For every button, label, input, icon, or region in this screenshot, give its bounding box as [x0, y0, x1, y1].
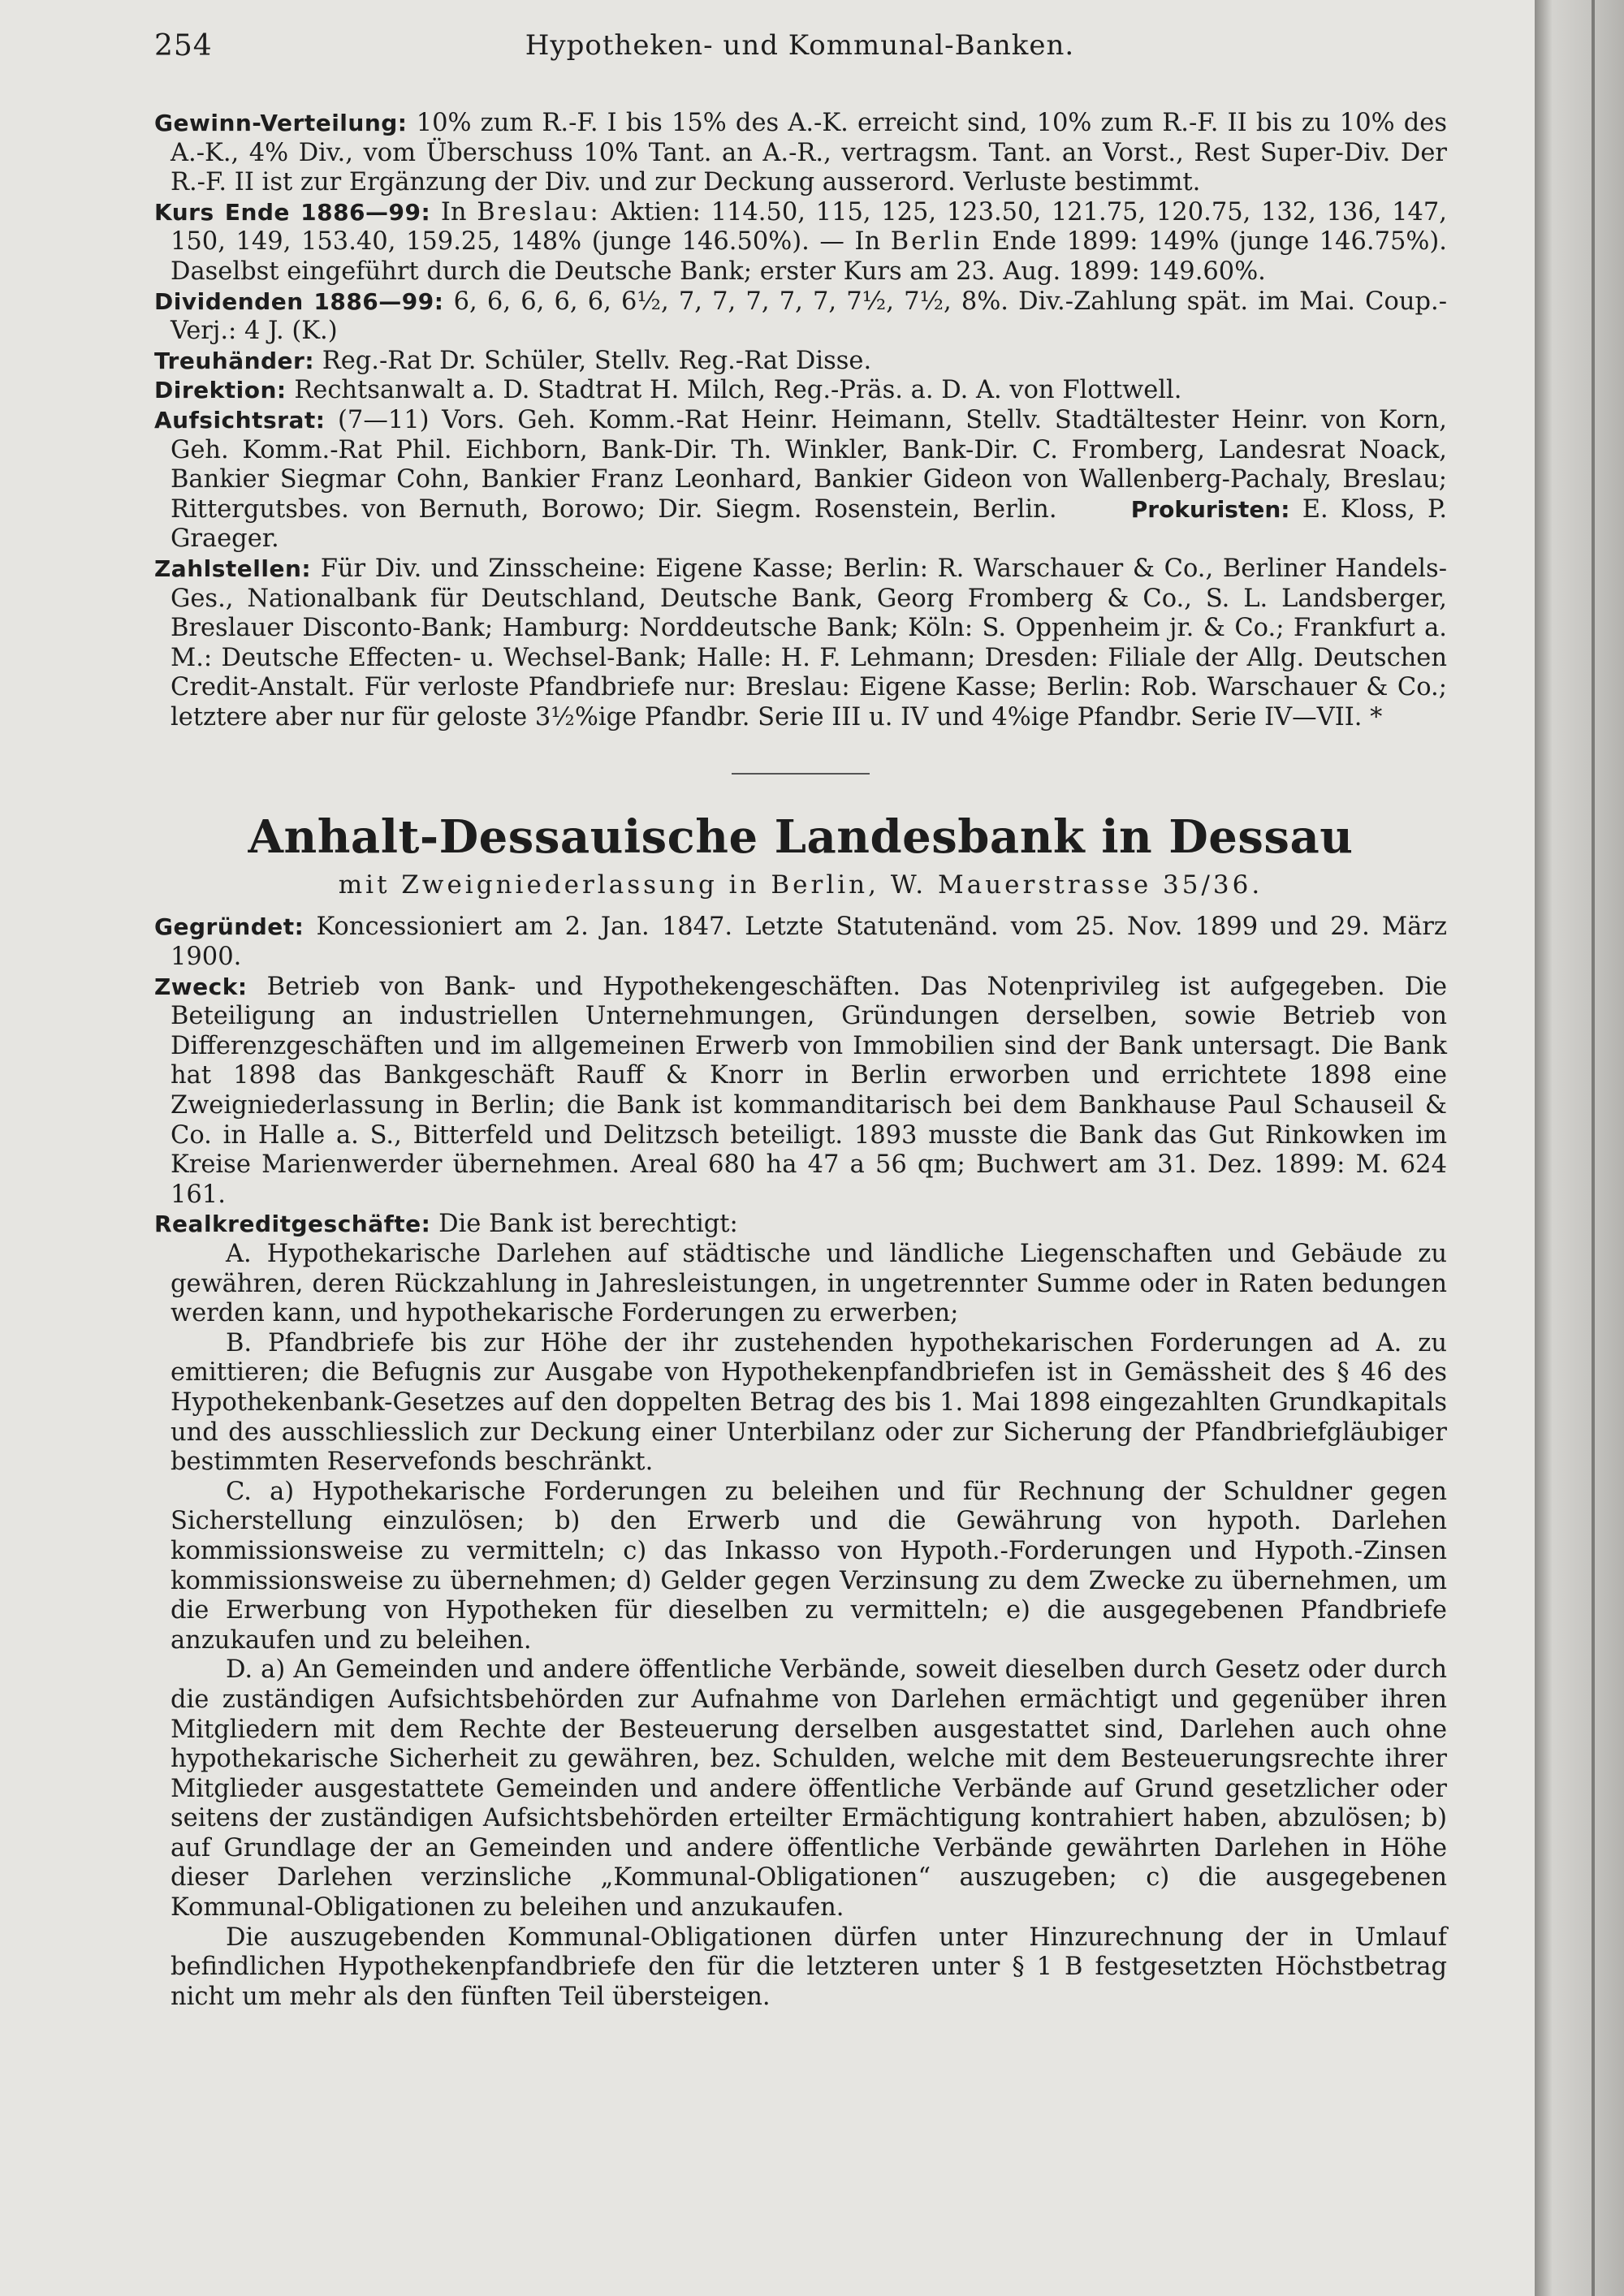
entry-dividenden	[154, 287, 1447, 347]
entry-label: Aufsichtsrat:	[154, 406, 326, 434]
page-number: 254	[154, 29, 213, 63]
entry-label: Realkreditgeschäfte:	[154, 1211, 431, 1238]
bank-subtitle: mit Zweigniederlassung in Berlin, W. Mauerstrasse 35/36.	[338, 870, 1263, 900]
running-title: Hypotheken- und Kommunal-Banken.	[525, 29, 1075, 62]
entry-kurs	[154, 198, 1447, 287]
realkredit-paragraph-a: A. Hypothekarische Darlehen auf städtische und ländliche Liegenschaften und Gebäude zu gewähren, deren Rückzahlung in Jahresleistungen, in ungetrennter Summe oder in Raten bedungen werden kann, und hypothekarische Forderungen zu erwerben;	[171, 1240, 1447, 1328]
entry-text: 10% zum R.-F. I bis 15% des A.-K. erreicht sind, 10% zum R.-F. II bis zu 10% des A.-K., 4% Div., vom Überschuss 10% Tant. an A.-R., vertragsm. Tant. an Vorst., Rest Super-Div. Der R.-F. II ist zur Ergänzung der Div. und zur Deckung ausserord. Verluste bestimmt.	[171, 109, 1447, 197]
entry-gegruendet	[154, 913, 1447, 972]
realkredit-paragraph-d: D. a) An Gemeinden und andere öffentliche Verbände, soweit dieselben durch Gesetz oder durch die zuständigen Aufsichtsbehörden zur Aufnahme von Darlehen ermächtigt und gegenüber ihren Mitgliedern mit dem Rechte der Besteuerung derselben ausgestattet sind, Darlehen auch ohne hypothekarische Sicherheit zu gewähren, bez. Schulden, welche mit dem Besteuerungsrechte ihrer Mitglieder ausgestattete Gemeinden und andere öffentliche Verbände auf Grund gesetzlicher oder seitens der zuständigen Aufsichtsbehörden erteilter Ermächtigung kontrahiert haben, abzulösen; b) auf Grundlage der an Gemeinden und andere öffentliche Verbände gewährten Darlehen in Höhe dieser Darlehen verzinsliche „Kommunal-Obligationen“ auszugeben; c) die ausgegebenen Kommunal-Obligationen zu beleihen und anzukaufen.	[171, 1655, 1447, 1923]
closing-paragraph: Die auszugebenden Kommunal-Obligationen dürfen unter Hinzurechnung der in Umlauf befindlichen Hypothekenpfandbriefe den für die letzteren unter § 1 B festgesetzten Höchstbetrag nicht um mehr als den fünften Teil übersteigen.	[171, 1923, 1447, 2011]
entry-text: Betrieb von Bank- und Hypothekengeschäften. Das Notenprivileg ist aufgegeben. Die Beteiligung an industriellen Unternehmungen, Gründungen derselben, sowie Betrieb von Differenzgeschäften und im allgemeinen Erwerb von Immobilien sind der Bank untersagt. Die Bank hat 1898 das Bankgeschäft Rauff & Knorr in Berlin erworben und errichtete 1898 eine Zweigniederlassung in Berlin; die Bank ist kommanditarisch bei dem Bankhause Paul Schauseil & Co. in Halle a. S., Bitterfeld und Delitzsch beteiligt. 1893 musste die Bank das Gut Rinkowken im Kreise Marienwerder übernehmen. Areal 680 ha 47 a 56 qm; Buchwert am 31. Dez. 1899: M. 624 161.	[171, 972, 1447, 1209]
page-header	[154, 29, 1445, 78]
entry-text: Koncessioniert am 2. Jan. 1847. Letzte Statutenänd. vom 25. Nov. 1899 und 29. März 1900.	[171, 913, 1447, 972]
entry-label: Gewinn-Verteilung:	[154, 110, 408, 136]
entry-label: Direktion:	[154, 377, 287, 404]
entry-text: Rechtsanwalt a. D. Stadtrat H. Milch, Reg.-Präs. a. D. A. von Flottwell.	[294, 376, 1182, 405]
entry-text: Reg.-Rat Dr. Schüler, Stellv. Reg.-Rat Disse.	[322, 346, 872, 375]
entry-aufsichtsrat	[154, 406, 1447, 555]
text-column	[154, 109, 1447, 2012]
entry-text: Aktien: 114.50, 115, 125, 123.50, 121.75, 120.75, 132, 136, 147, 150, 149, 153.40, 159.25, 148% (junge 146.50%). — In	[171, 197, 1447, 257]
entry-label: Zahlstellen:	[154, 555, 312, 582]
entry-zahlstellen	[154, 555, 1447, 733]
realkredit-paragraph-b: B. Pfandbriefe bis zur Höhe der ihr zustehenden hypothekarischen Forderungen ad A. zu emittieren; die Befugnis zur Ausgabe von Hypothekenpfandbriefen ist in Gemässheit des § 46 des Hypothekenbank-Gesetzes auf den doppelten Betrag des bis 1. Mai 1898 eingezahlten Grundkapitals und des ausschliesslich zur Deckung einer Unterbilanz oder zur Sicherung der Pfandbriefgläubiger bestimmten Reservefonds beschränkt.	[171, 1328, 1447, 1477]
city-name: Berlin	[890, 227, 982, 257]
section-divider	[732, 773, 870, 775]
entry-label: Treuhänder:	[154, 347, 315, 374]
entry-text: (7—11) Vors. Geh. Komm.-Rat Heinr. Heimann, Stellv. Stadtältester Heinr. von Korn, Geh. Komm.-Rat Phil. Eichborn, Bank-Dir. Th. Winkler, Bank-Dir. C. Fromberg, Landesrat Noack, Bankier Siegmar Cohn, Bankier Franz Leonhard, Bankier Gideon von Wallenberg-Pachaly, Breslau; Rittergutsbes. von Bernuth, Borowo; Dir. Siegm. Rosenstein, Berlin.	[171, 405, 1447, 524]
entry-text: 6, 6, 6, 6, 6, 6½, 7, 7, 7, 7, 7, 7½, 7½, 8%. Div.-Zahlung spät. im Mai. Coup.-Verj.: 4 J. (K.)	[171, 287, 1448, 346]
page-edge	[1535, 0, 1624, 2296]
entry-label: Dividenden 1886—99:	[154, 287, 444, 315]
entry-gewinn-verteilung	[154, 109, 1447, 198]
entry-direktion	[154, 376, 1447, 406]
prokuristen-text: E. Kloss, P. Graeger.	[171, 494, 1448, 554]
city-name: Breslau:	[477, 197, 601, 227]
prokuristen-label: Prokuristen:	[1130, 495, 1290, 523]
entry-realkreditgeschaefte	[154, 1210, 1447, 1240]
entry-text: Ende 1899: 149% (junge 146.75%). Daselbst eingeführt durch die Deutsche Bank; erster Kurs am 23. Aug. 1899: 149.60%.	[171, 227, 1447, 286]
entry-label: Kurs Ende 1886—99:	[154, 198, 431, 226]
entry-text: Die Bank ist berechtigt:	[438, 1210, 738, 1239]
realkredit-paragraph-c: C. a) Hypothekarische Forderungen zu beleihen und für Rechnung der Schuldner gegen Sicherstellung einzulösen; b) den Erwerb und die Gewährung von hypoth. Darlehen kommissionsweise zu vermitteln; c) das Inkasso von Hypoth.-Forderungen und Hypoth.-Zinsen kommissionsweise zu übernehmen; d) Gelder gegen Verzinsung zu dem Zwecke zu übernehmen, um die Erwerbung von Hypotheken für dieselben zu vermitteln; e) die ausgegebenen Pfandbriefe anzukaufen und zu beleihen.	[171, 1477, 1447, 1655]
entry-zweck	[154, 973, 1447, 1211]
entry-text: Für Div. und Zinsscheine: Eigene Kasse; Berlin: R. Warschauer & Co., Berliner Handels-Ges., Nationalbank für Deutschland, Deutsche Bank, Georg Fromberg & Co., S. L. Landsberger, Breslauer Disconto-Bank; Hamburg: Norddeutsche Bank; Köln: S. Oppenheim jr. & Co.; Frankfurt a. M.: Deutsche Effecten- u. Wechsel-Bank; Halle: H. F. Lehmann; Dresden: Filiale der Allg. Deutschen Credit-Anstalt. Für verloste Pfandbriefe nur: Breslau: Eigene Kasse; Berlin: Rob. Warschauer & Co.; letztere aber nur für geloste 3½%ige Pfandbr. Serie III u. IV und 4%ige Pfandbr. Serie IV—VII. *	[171, 554, 1447, 732]
bank-title: Anhalt-Dessauische Landesbank in Dessau	[248, 810, 1354, 865]
entry-label: Gegründet:	[154, 913, 304, 941]
entry-treuhaender	[154, 347, 1447, 377]
entry-label: Zweck:	[154, 973, 248, 1000]
binding-line	[1592, 0, 1595, 2296]
entry-text: In	[440, 197, 467, 227]
